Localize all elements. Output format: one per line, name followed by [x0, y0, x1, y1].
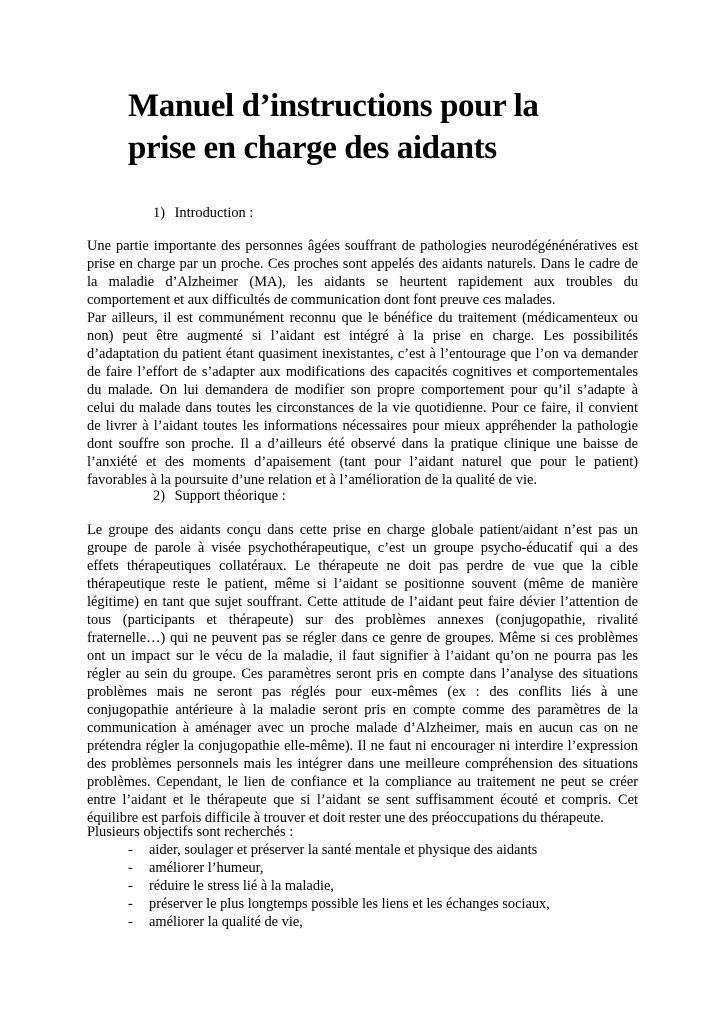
objectives-intro-text: Plusieurs objectifs sont recherchés : [87, 824, 294, 840]
paragraph-line: prise en charge par un proche. Ces proches sont appelés des aidants naturels. Dans le cadre de [87, 256, 638, 272]
paragraph-line: non) peut être augmenté si l’aidant est intégré à la prise en charge. Les possibilités [87, 328, 638, 344]
document-title [128, 85, 668, 169]
paragraph-line: du malade. On lui demandera de modifier son propre comportement pour qu’il s’adapte à [87, 382, 638, 398]
list-item-text: améliorer l’humeur, [149, 860, 264, 876]
list-item [128, 841, 550, 859]
section-heading-support-theorique [153, 487, 286, 505]
paragraph-line: régler au sein du groupe. Ces paramètres seront pris en compte dans l’analyse des situations [87, 666, 638, 682]
paragraph-line: celui du malade dans toutes les circonstances de la vie quotidienne. Pour ce faire, il convient [87, 400, 638, 416]
paragraph-line: effets thérapeutiques collatéraux. Le thérapeute ne doit pas perdre de vue que la cible [87, 558, 638, 574]
paragraph-line: l’anxiété et des moments d’apaisement (tant pour l’aidant naturel que pour le patient) [87, 454, 638, 470]
paragraph-line: la maladie d’Alzheimer (MA), les aidants se heurtent rapidement aux troubles du [87, 274, 638, 290]
section-heading-text: Introduction : [174, 205, 254, 221]
list-item-text: aider, soulager et préserver la santé mentale et physique des aidants [149, 842, 538, 858]
paragraph-line: Une partie importante des personnes âgées souffrant de pathologies neurodégénénératives est [87, 238, 638, 254]
paragraph-line: des problèmes personnels mais les intégrer dans une meilleure compréhension des situations [87, 756, 638, 772]
paragraph-line: prétendra régler la conjugopathie elle-même). Il ne faut ni encourager ni interdire l’expression [87, 738, 638, 754]
list-item-text: améliorer la qualité de vie, [149, 914, 303, 930]
bullet-dash: - [128, 878, 133, 894]
paragraph-line: groupe de parole à visée psychothérapeutique, c’est un groupe psycho-éducatif qui a des [87, 540, 638, 556]
bullet-dash: - [128, 896, 133, 912]
document-title-line-2: prise en charge des aidants [128, 130, 497, 166]
support-paragraph [87, 521, 638, 827]
list-item [128, 913, 550, 931]
paragraph-line: de faire l’effort de s’adapter aux modifications des capacités cognitives et comportementales [87, 364, 638, 380]
paragraph-line: entre l’aidant et le thérapeute que si l’aidant se sent suffisamment écouté et compris. Cet [87, 792, 638, 808]
list-item-text: réduire le stress lié à la maladie, [149, 878, 334, 894]
objectives-intro-paragraph [87, 823, 638, 841]
bullet-dash: - [128, 842, 133, 858]
paragraph-line: d’adaptation du patient étant quasiment inexistantes, c’est à l’entourage que l’on va demander [87, 346, 638, 362]
paragraph-line: tous (participants et thérapeute) sur des problèmes annexes (conjugopathie, rivalité [87, 612, 638, 628]
paragraph-line: problèmes. Cependant, le lien de confiance et la compliance au traitement ne peut se créer [87, 774, 638, 790]
section-heading-text: Support théorique : [174, 488, 286, 504]
bullet-dash: - [128, 860, 133, 876]
paragraph-line: dont souffre son proche. Il a d’ailleurs été observé dans la pratique clinique une baisse de [87, 436, 638, 452]
introduction-paragraph [87, 237, 638, 489]
paragraph-line: Par ailleurs, il est communément reconnu que le bénéfice du traitement (médicamenteux ou [87, 310, 638, 326]
document-title-line-1: Manuel d’instructions pour la [128, 88, 539, 124]
paragraph-line: thérapeutique reste le patient, même si l’aidant se positionne souvent (même de manière [87, 576, 638, 592]
bullet-dash: - [128, 914, 133, 930]
paragraph-line: fraternelle…) qui ne peuvent pas se régler dans ce genre de groupes. Même si ces problèmes [87, 630, 638, 646]
objectives-list [128, 841, 550, 931]
list-item [128, 877, 550, 895]
list-item [128, 859, 550, 877]
paragraph-line: légitime) en tant que sujet souffrant. Cette attitude de l’aidant peut faire dévier l’attention de [87, 594, 638, 610]
list-item-text: préserver le plus longtemps possible les liens et les échanges sociaux, [149, 896, 550, 912]
section-number: 2) [153, 488, 165, 504]
paragraph-line: de livrer à l’aidant toutes les informations nécessaires pour mieux appréhender la pathologie [87, 418, 638, 434]
section-number: 1) [153, 205, 165, 221]
paragraph-line: problèmes mais ne seront pas réglés pour eux-mêmes (ex : des conflits liés à une [87, 684, 638, 700]
section-heading-introduction [153, 204, 253, 222]
paragraph-line: favorables à la poursuite d’une relation et à l’amélioration de la qualité de vie. [87, 472, 537, 488]
paragraph-line: comportement et aux difficultés de communication dont font preuve ces malades. [87, 292, 556, 308]
paragraph-line: conjugopathie antérieure à la maladie seront pris en compte comme des paramètres de la [87, 702, 638, 718]
paragraph-line: équilibre est parfois difficile à trouver et doit rester une des préoccupations du thérapeute. [87, 810, 604, 826]
paragraph-line: ont un impact sur le vécu de la maladie, il faut signifier à l’aidant qu’on ne pourra pas les [87, 648, 638, 664]
paragraph-line: communication à aménager avec un proche malade d’Alzheimer, mais en aucun cas on ne [87, 720, 638, 736]
paragraph-line: Le groupe des aidants conçu dans cette prise en charge globale patient/aidant n’est pas un [87, 522, 638, 538]
list-item [128, 895, 550, 913]
